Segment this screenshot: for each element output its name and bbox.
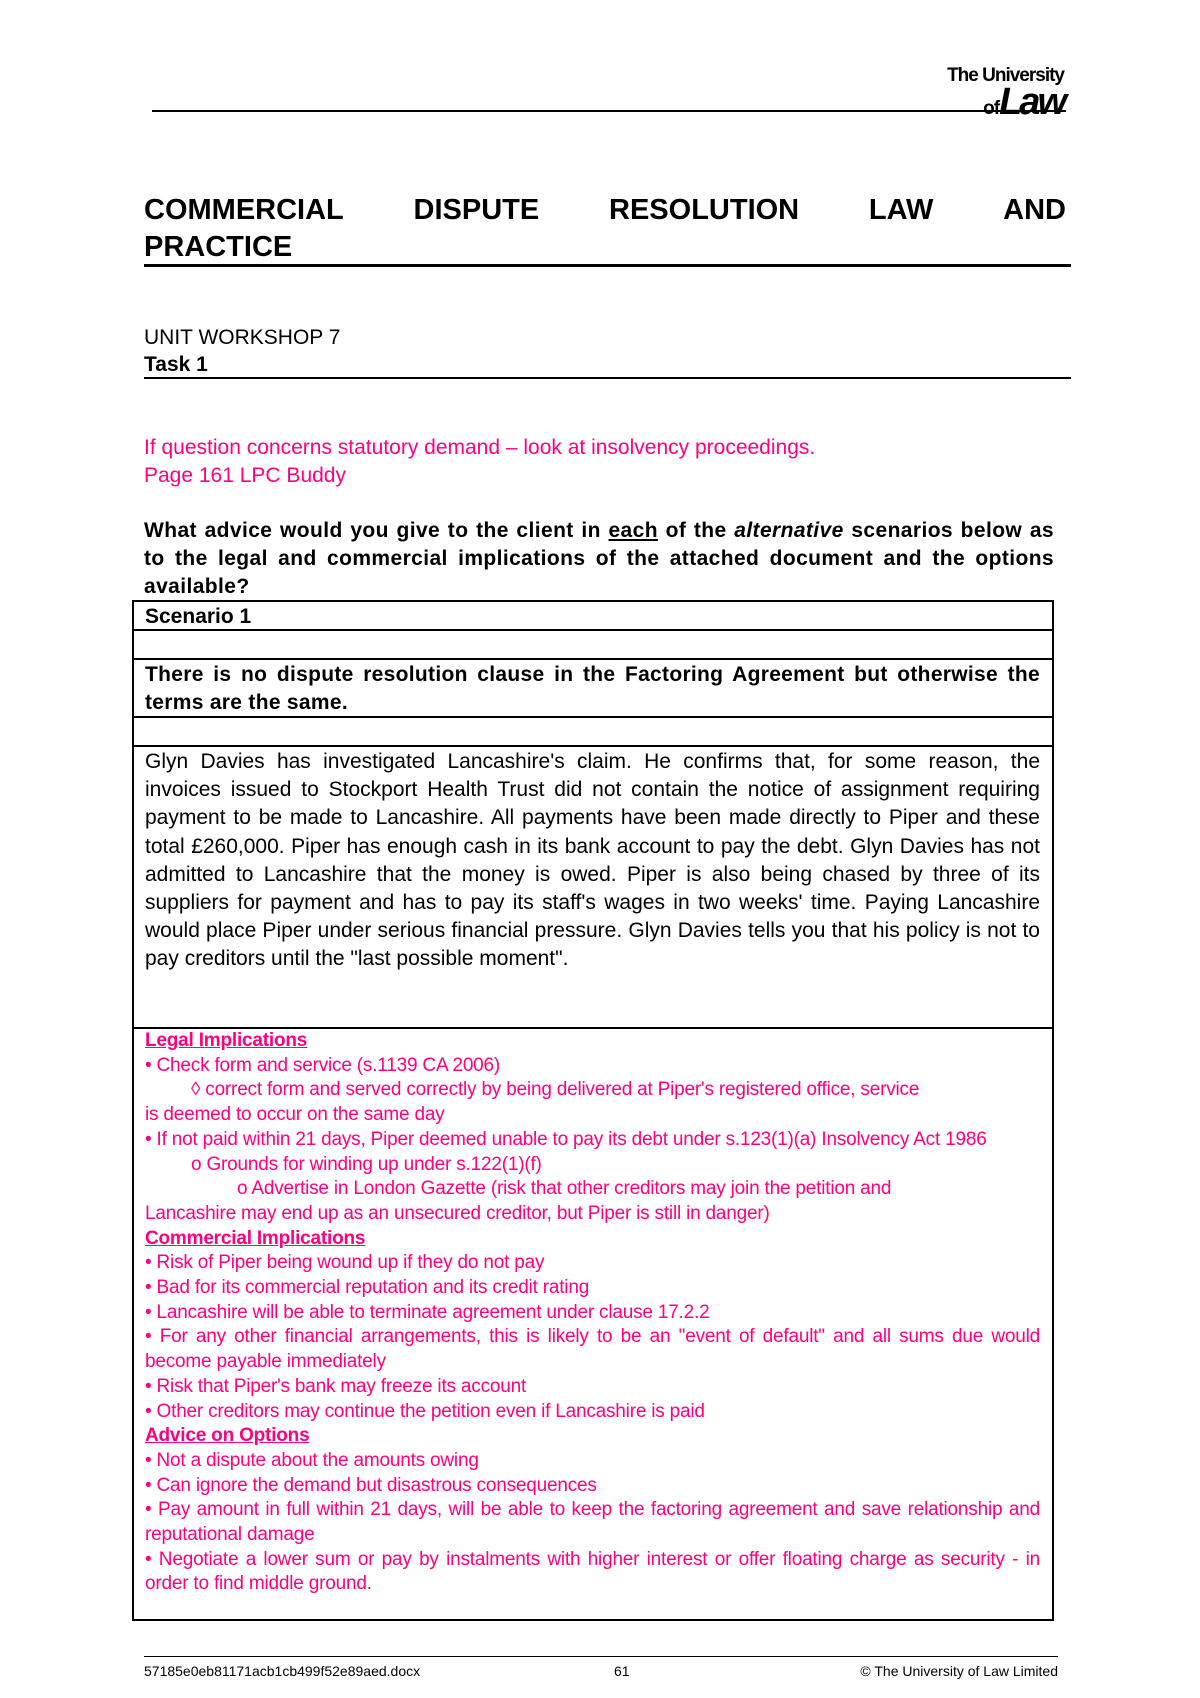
empty-row bbox=[134, 631, 1052, 660]
scenario-facts: Glyn Davies has investigated Lancashire's claim. He confirms that, for some reason, the invoices issued to Stockport Health Trust did not contain the notice of assignment requiring payment to be made to Lancashire. All payments have been made directly to Piper and these total £260,000. Piper has enough cash in its bank account to pay the debt. Glyn Davies has not admitted to Lancashire that the money is owed. Piper is also being chased by three of its suppliers for payment and has to pay its staff's wages in two weeks' time. Paying Lancashire would place Piper under serious financial pressure. Glyn Davies tells you that his policy is not to pay creditors until the "last possible moment". bbox=[134, 747, 1052, 1029]
question-part: of the bbox=[657, 519, 735, 542]
scenario-table bbox=[132, 600, 1054, 1621]
task-label: Task 1 bbox=[144, 353, 208, 376]
bullet-item: • Bad for its commercial reputation and its credit rating bbox=[145, 1277, 590, 1299]
legal-heading: Legal Implications bbox=[145, 1030, 308, 1051]
university-logo bbox=[947, 66, 1064, 121]
logo-law: Law bbox=[999, 81, 1064, 123]
sub-item-cont: Lancashire may end up as an unsecured creditor, but Piper is still in danger) bbox=[145, 1202, 770, 1224]
bullet-item: • Not a dispute about the amounts owing bbox=[145, 1449, 479, 1471]
document-title bbox=[144, 192, 1066, 266]
bullet-item: • Check form and service (s.1139 CA 2006) bbox=[145, 1054, 501, 1076]
bullet-item: • If not paid within 21 days, Piper deemed unable to pay its debt under s.123(1)(a) Insolvency Act 1986 bbox=[145, 1128, 987, 1150]
question-emphasis-each: each bbox=[608, 519, 658, 542]
title-divider bbox=[144, 264, 1071, 267]
bullet-item: • Pay amount in full within 21 days, will be able to keep the factoring agreement and save relationship and reputational damage bbox=[145, 1499, 1040, 1546]
commercial-heading: Commercial Implications bbox=[145, 1227, 366, 1249]
question-part: scenarios below as to the legal and commercial implications of the attached document and the options available? bbox=[144, 519, 1054, 598]
scenario-clause: There is no dispute resolution clause in the Factoring Agreement but otherwise the terms are the same. bbox=[134, 660, 1052, 718]
bullet-item: • Other creditors may continue the petition even if Lancashire is paid bbox=[145, 1400, 705, 1422]
unit-workshop: UNIT WORKSHOP 7 bbox=[144, 326, 341, 349]
bullet-item: • Lancashire will be able to terminate agreement under clause 17.2.2 bbox=[145, 1301, 710, 1323]
bullet-item: • Risk that Piper's bank may freeze its account bbox=[145, 1375, 527, 1397]
sub-item: o Grounds for winding up under s.122(1)(f) bbox=[191, 1153, 542, 1175]
logo-of: of bbox=[983, 98, 1000, 119]
question-emphasis-alternative: alternative bbox=[734, 519, 844, 542]
title-word: COMMERCIAL bbox=[144, 194, 344, 226]
question-part: What advice would you give to the client in bbox=[144, 519, 609, 542]
sub-item: o Advertise in London Gazette (risk that other creditors may join the petition and bbox=[237, 1178, 892, 1200]
title-word: DISPUTE bbox=[413, 194, 540, 226]
note-line2: Page 161 LPC Buddy bbox=[144, 464, 346, 487]
footer-divider bbox=[144, 1656, 1058, 1657]
header-divider bbox=[152, 110, 1066, 112]
bullet-item: • Negotiate a lower sum or pay by instalments with higher interest or offer floating charge as security - in order to find middle ground. bbox=[145, 1548, 1040, 1595]
bullet-item: • Can ignore the demand but disastrous consequences bbox=[145, 1474, 597, 1496]
unit-heading bbox=[144, 324, 340, 378]
page-number: 61 bbox=[614, 1663, 630, 1679]
sub-item-cont: is deemed to occur on the same day bbox=[145, 1104, 445, 1126]
advice-heading: Advice on Options bbox=[145, 1425, 310, 1447]
bullet-item: • Risk of Piper being wound up if they do not pay bbox=[145, 1252, 545, 1274]
title-word: RESOLUTION bbox=[609, 194, 800, 226]
note-line1: If question concerns statutory demand – look at insolvency proceedings. bbox=[144, 436, 816, 459]
unit-divider bbox=[144, 377, 1071, 379]
empty-row bbox=[134, 718, 1052, 747]
scenario-heading: Scenario 1 bbox=[134, 602, 1052, 631]
logo-line1: The University bbox=[947, 65, 1064, 86]
bullet-item: • For any other financial arrangements, this is likely to be an "event of default" and all sums due would become payable immediately bbox=[145, 1326, 1040, 1373]
title-word: AND bbox=[1003, 194, 1066, 226]
study-note bbox=[144, 434, 815, 490]
answer-notes bbox=[134, 1029, 1052, 1619]
sub-item: ◊ correct form and served correctly by being delivered at Piper's registered office, service bbox=[191, 1079, 920, 1101]
title-word: LAW bbox=[868, 194, 934, 226]
footer-copyright: © The University of Law Limited bbox=[860, 1663, 1058, 1679]
question-text bbox=[144, 517, 1054, 601]
footer-filename: 57185e0eb81171acb1cb499f52e89aed.docx bbox=[144, 1663, 421, 1679]
title-line2: PRACTICE bbox=[144, 231, 293, 263]
page-footer bbox=[144, 1663, 1058, 1679]
